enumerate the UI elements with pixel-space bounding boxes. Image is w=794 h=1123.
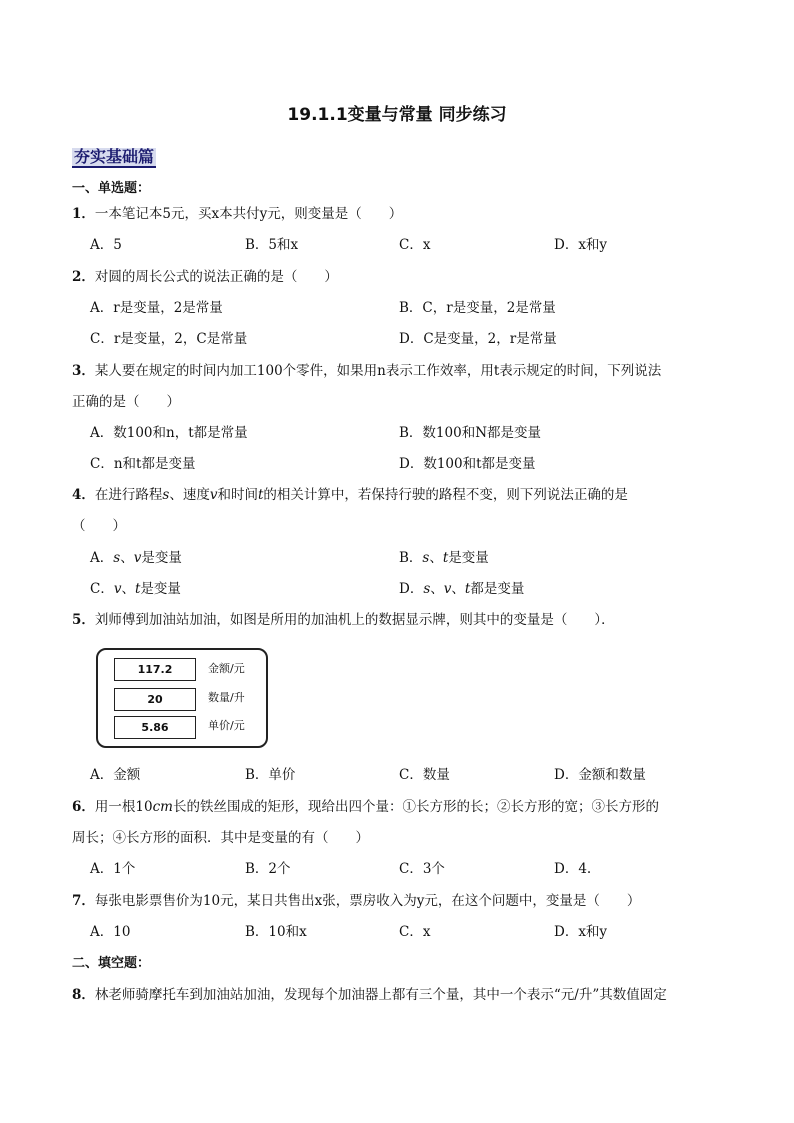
question-text: 每张电影票售价为10元，某日共售出x张，票房收入为y元，在这个问题中，变量是（ ）: [94, 893, 641, 909]
question-1: [72, 205, 402, 223]
question-8: [72, 986, 667, 1004]
question-text: 一本笔记本5元，买x本共付y元，则变量是（ ）: [94, 206, 403, 222]
q4-option-d[interactable]: [399, 580, 524, 598]
option-letter: A．: [90, 550, 114, 566]
var-t: t: [134, 581, 141, 597]
question-number: 3．: [72, 363, 95, 379]
text: 和时间: [217, 487, 258, 503]
option-letter: D．: [399, 581, 424, 597]
question-number: 2．: [72, 269, 95, 285]
question-number: 6．: [72, 799, 95, 815]
text: 是变量: [140, 581, 181, 597]
unit: cm: [152, 799, 173, 815]
question-text: 刘师傅到加油站加油，如图是所用的加油机上的数据显示牌，则其中的变量是（ ）．: [94, 612, 615, 628]
var-v: v: [133, 550, 142, 566]
q6-option-d[interactable]: D．4.: [554, 861, 592, 877]
var-s: s: [113, 550, 121, 566]
text: 是变量: [141, 550, 182, 566]
var-t: t: [257, 487, 264, 503]
page-title: 19.1.1变量与常量 同步练习: [287, 105, 507, 125]
q3-option-d[interactable]: D．数100和t都是变量: [399, 456, 536, 472]
text: 、: [451, 581, 465, 597]
question-7: [72, 892, 640, 910]
question-6: [72, 798, 659, 816]
q7-option-a[interactable]: A．10: [90, 924, 131, 940]
question-text: 林老师骑摩托车到加油站加油，发现每个加油器上都有三个量，其中一个表示“元/升”其数值固定: [94, 987, 667, 1003]
q1-option-a[interactable]: A．5: [90, 237, 122, 253]
q6-option-c[interactable]: C．3个: [399, 861, 445, 877]
unit-price-value: 5.86: [114, 716, 196, 739]
q5-option-a[interactable]: A．金额: [90, 767, 141, 783]
text: 在进行路程: [94, 487, 163, 503]
amount-label: 金额/元: [208, 662, 245, 675]
q3-option-a[interactable]: A．数100和n，t都是常量: [90, 425, 248, 441]
question-number: 5．: [72, 612, 95, 628]
text: 、: [120, 550, 134, 566]
q4-option-c[interactable]: [90, 580, 181, 598]
text: 、速度: [169, 487, 210, 503]
text: 、: [429, 550, 443, 566]
q7-option-c[interactable]: C．x: [399, 924, 431, 940]
q6-option-b[interactable]: B．2个: [245, 861, 291, 877]
q2-option-c[interactable]: C．r是变量，2，C是常量: [90, 331, 248, 347]
question-number: 7．: [72, 893, 95, 909]
text: 是变量: [448, 550, 489, 566]
q3-option-b[interactable]: B．数100和N都是变量: [399, 425, 542, 441]
quantity-value: 20: [114, 688, 196, 711]
var-s: s: [422, 550, 430, 566]
question-6-line-2: 周长；④长方形的面积．其中是变量的有（ ）: [72, 830, 369, 846]
q2-option-a[interactable]: A．r是变量，2是常量: [90, 300, 223, 316]
text: 、: [121, 581, 135, 597]
question-number: 4．: [72, 487, 95, 503]
q1-option-c[interactable]: C．x: [399, 237, 431, 253]
q7-option-b[interactable]: B．10和x: [245, 924, 307, 940]
number: 10: [135, 799, 153, 815]
q5-option-d[interactable]: D．金额和数量: [554, 767, 646, 783]
question-3: [72, 362, 661, 380]
question-4: [72, 486, 628, 504]
q6-option-a[interactable]: A．1个: [90, 861, 136, 877]
amount-value: 117.2: [114, 658, 196, 681]
question-2: [72, 268, 338, 286]
text: 都是变量: [470, 581, 525, 597]
q5-option-b[interactable]: B．单价: [245, 767, 296, 783]
question-text: 对圆的周长公式的说法正确的是（ ）: [94, 269, 338, 285]
q3-option-c[interactable]: C．n和t都是变量: [90, 456, 196, 472]
text: 长的铁丝围成的矩形，现给出四个量：①长方形的长；②长方形的宽；③长方形的: [172, 799, 659, 815]
question-number: 8．: [72, 987, 95, 1003]
heading-single-choice: 一、单选题：: [72, 181, 151, 196]
q4-option-b[interactable]: [399, 549, 489, 567]
var-v: v: [209, 487, 218, 503]
text: 的相关计算中，若保持行驶的路程不变，则下列说法正确的是: [263, 487, 628, 503]
q2-option-b[interactable]: B．C，r是变量，2是常量: [399, 300, 556, 316]
q1-option-d[interactable]: D．x和y: [554, 237, 608, 253]
quantity-label: 数量/升: [208, 691, 245, 704]
q7-option-d[interactable]: D．x和y: [554, 924, 608, 940]
var-s: s: [423, 581, 431, 597]
question-text: 某人要在规定的时间内加工100个零件，如果用n表示工作效率，用t表示规定的时间，下列说法: [94, 363, 662, 379]
question-number: 1．: [72, 206, 95, 222]
var-t: t: [464, 581, 471, 597]
question-5: [72, 611, 615, 629]
text: 、: [430, 581, 444, 597]
option-letter: B．: [399, 550, 423, 566]
q2-option-d[interactable]: D．C是变量，2，r是常量: [399, 331, 557, 347]
question-3-line-2: 正确的是（ ）: [72, 394, 180, 410]
q4-option-a[interactable]: [90, 549, 182, 567]
section-title: 夯实基础篇: [74, 147, 155, 166]
q5-option-c[interactable]: C．数量: [399, 767, 450, 783]
var-v: v: [113, 581, 122, 597]
var-s: s: [162, 487, 170, 503]
heading-fill-in: 二、填空题：: [72, 956, 151, 971]
fuel-pump-display: [96, 648, 268, 748]
var-t: t: [442, 550, 449, 566]
option-letter: C．: [90, 581, 114, 597]
q1-option-b[interactable]: B．5和x: [245, 237, 299, 253]
var-v: v: [443, 581, 452, 597]
question-4-line-2: （ ）: [72, 518, 126, 534]
unit-price-label: 单价/元: [208, 719, 245, 732]
text: 用一根: [94, 799, 136, 815]
